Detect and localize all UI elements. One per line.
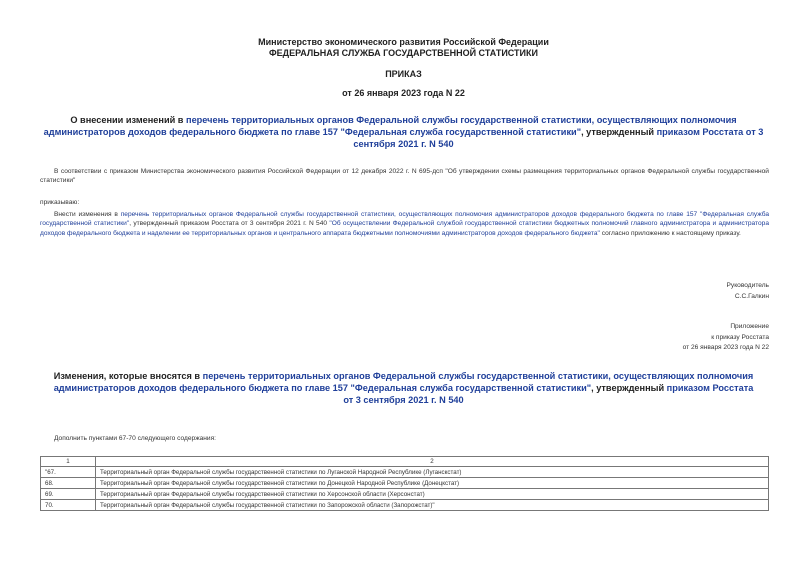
order-title-link-order[interactable]: приказом Росстата от 3 сентября 2021 г. N 540 xyxy=(353,127,764,149)
signature-name: С.С.Галкин xyxy=(734,293,769,300)
row-text: Территориальный орган Федеральной службы государственной статистики по Запорожской области (Запорожстат)" xyxy=(96,500,769,511)
table-row xyxy=(41,467,769,478)
order-word: приказываю: xyxy=(40,199,80,206)
appendix-ref-line2: к приказу Росстата xyxy=(711,334,769,341)
appendix-title-link-list[interactable]: перечень территориальных органов Федеральной службы государственной статистики, осуществляющих полномочия администраторов доходов федерального бюджета по главе 157 "Федеральная служба государственной статистики" xyxy=(53,371,754,393)
order-title-middle: , утвержденный xyxy=(581,127,657,137)
row-text: Территориальный орган Федеральной службы государственной статистики по Херсонской области (Херсонстат) xyxy=(96,489,769,500)
item-prefix: Внести изменения в xyxy=(54,211,121,218)
appendix-title xyxy=(50,370,757,406)
row-number: 69. xyxy=(41,489,96,500)
table-row xyxy=(41,478,769,489)
ministry-name: Министерство экономического развития Российской Федерации xyxy=(258,37,549,47)
item-paragraph xyxy=(40,210,769,238)
row-number: "67. xyxy=(41,467,96,478)
supplement-text: Дополнить пунктами 67-70 следующего содержания: xyxy=(54,435,216,442)
doc-type: ПРИКАЗ xyxy=(385,69,422,79)
order-title-prefix: О внесении изменений в xyxy=(70,115,187,125)
item-link-order[interactable]: "Об осуществлении Федеральной службой государственной статистики бюджетных полномочий главного администратора и администратора доходов федерального бюджета и наделении ее территориальных органов и центрального аппарата бюджетными полномочиями администраторов доходов федерального бюджета" xyxy=(40,220,769,237)
doc-date: от 26 января 2023 года N 22 xyxy=(342,88,465,98)
appendix-title-prefix: Изменения, которые вносятся в xyxy=(53,371,203,381)
basis-paragraph: В соответствии с приказом Министерства экономического развития Российской Федерации от 12 декабря 2022 г. N 695-дсп "Об утверждении схемы размещения территориальных органов Федеральной службы государственной статистики" xyxy=(40,168,769,185)
signature-role: Руководитель xyxy=(726,282,769,289)
table-header-cell: 2 xyxy=(96,457,769,467)
service-name: ФЕДЕРАЛЬНАЯ СЛУЖБА ГОСУДАРСТВЕННОЙ СТАТИСТИКИ xyxy=(269,48,538,58)
row-number: 70. xyxy=(41,500,96,511)
order-title xyxy=(38,114,769,150)
item-middle: , утвержденный приказом Росстата от 3 сентября 2021 г. N 540 xyxy=(129,220,330,228)
appendix-ref-line1: Приложение xyxy=(730,323,769,330)
appendix-title-link-order[interactable]: приказом Росстата от 3 сентября 2021 г. N 540 xyxy=(343,383,754,405)
table-header-cell: 1 xyxy=(41,457,96,467)
amendments-table xyxy=(40,456,769,511)
order-title-link-list[interactable]: перечень территориальных органов Федеральной службы государственной статистики, осуществляющих полномочия администраторов доходов федерального бюджета по главе 157 "Федеральная служба государственной статистики" xyxy=(43,115,737,137)
row-text: Территориальный орган Федеральной службы государственной статистики по Луганской Народной Республике (Луганскстат) xyxy=(96,467,769,478)
table-row xyxy=(41,489,769,500)
appendix-ref-line3: от 26 января 2023 года N 22 xyxy=(682,344,769,351)
item-link-list[interactable]: перечень территориальных органов Федеральной службы государственной статистики, осуществляющих полномочия администраторов доходов федерального бюджета по главе 157 "Федеральная служба государственной статистики" xyxy=(40,211,769,228)
item-suffix: согласно приложению к настоящему приказу. xyxy=(599,229,741,237)
appendix-title-middle: , утвержденный xyxy=(591,383,667,393)
table-header-row xyxy=(41,457,769,467)
row-number: 68. xyxy=(41,478,96,489)
table-row xyxy=(41,500,769,511)
row-text: Территориальный орган Федеральной службы государственной статистики по Донецкой Народной Республике (Донецкстат) xyxy=(96,478,769,489)
